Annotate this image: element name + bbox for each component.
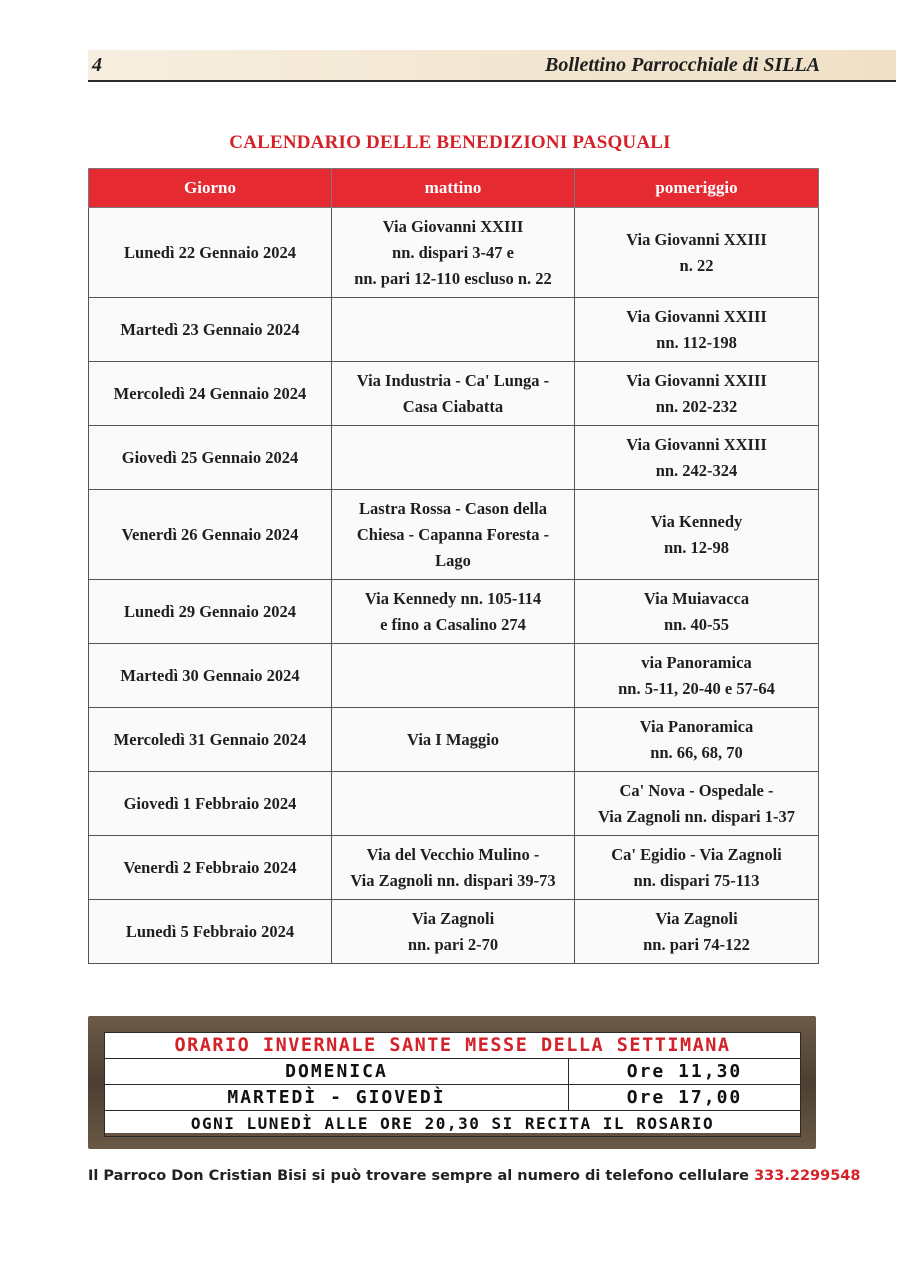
cell-line: Via Zagnoli nn. dispari 1-37 (598, 806, 795, 826)
cell-line: Via Panoramica (639, 716, 754, 736)
morning-cell (332, 490, 575, 580)
table-header-row (89, 169, 819, 208)
phone-number: 333.2299548 (754, 1168, 861, 1184)
afternoon-cell (575, 900, 819, 964)
day-cell: Venerdì 26 Gennaio 2024 (89, 490, 332, 580)
morning-cell (332, 298, 575, 362)
cell-line: Via Muiavacca (643, 588, 750, 608)
table-row (89, 708, 819, 772)
cell-line: Via Giovanni XXIII (626, 370, 767, 390)
cell-line: nn. pari 12-110 escluso n. 22 (354, 268, 552, 288)
afternoon-cell (575, 208, 819, 298)
cell-line: Via Zagnoli nn. dispari 39-73 (350, 870, 556, 890)
table-row (89, 836, 819, 900)
mass-row (105, 1059, 801, 1085)
cell-line: Via Giovanni XXIII (626, 306, 767, 326)
cell-line: Via Kennedy nn. 105-114 (364, 588, 542, 608)
afternoon-cell (575, 708, 819, 772)
cell-line: nn. dispari 3-47 e (392, 242, 514, 262)
cell-line: Lastra Rossa - Cason della (359, 498, 547, 518)
morning-cell (332, 580, 575, 644)
cell-line: Via Zagnoli (655, 908, 738, 928)
cell-line: via Panoramica (641, 652, 752, 672)
cell-line: Lago (435, 550, 471, 570)
mass-schedule-title: ORARIO INVERNALE SANTE MESSE DELLA SETTIMANA (105, 1033, 801, 1059)
mass-time: Ore 11,30 (569, 1059, 801, 1085)
blessings-calendar-table (88, 168, 819, 964)
cell-line: Casa Ciabatta (402, 396, 504, 416)
table-row (89, 298, 819, 362)
cell-line: nn. dispari 75-113 (633, 870, 760, 890)
day-cell: Giovedì 25 Gennaio 2024 (89, 426, 332, 490)
morning-cell (332, 426, 575, 490)
rosario-notice: OGNI LUNEDÌ ALLE ORE 20,30 SI RECITA IL ROSARIO (105, 1111, 801, 1137)
mass-schedule-table (104, 1032, 801, 1137)
cell-line: nn. 66, 68, 70 (650, 742, 743, 762)
table-row (89, 772, 819, 836)
cell-line: Via Kennedy (650, 511, 743, 531)
table-row (89, 580, 819, 644)
cell-line: Chiesa - Capanna Foresta - (356, 524, 550, 544)
afternoon-cell (575, 836, 819, 900)
cell-line: Via Zagnoli (411, 908, 495, 928)
cell-line: nn. pari 2-70 (407, 934, 499, 954)
cell-line: Via Industria - Ca' Lunga - (356, 370, 550, 390)
column-header-afternoon: pomeriggio (575, 169, 819, 208)
day-cell: Venerdì 2 Febbraio 2024 (89, 836, 332, 900)
page-number: 4 (92, 54, 102, 76)
cell-line: Via Giovanni XXIII (626, 229, 767, 249)
table-body (89, 208, 819, 964)
cell-line: Ca' Nova - Ospedale - (619, 780, 774, 800)
column-header-day: Giorno (89, 169, 332, 208)
footer-text: Il Parroco Don Cristian Bisi si può trovare sempre al numero di telefono cellulare (88, 1168, 750, 1184)
day-cell: Martedì 30 Gennaio 2024 (89, 644, 332, 708)
day-cell: Lunedì 22 Gennaio 2024 (89, 208, 332, 298)
cell-line: e fino a Casalino 274 (380, 614, 526, 634)
morning-cell (332, 644, 575, 708)
mass-time: Ore 17,00 (569, 1085, 801, 1111)
day-cell: Lunedì 5 Febbraio 2024 (89, 900, 332, 964)
morning-cell (332, 708, 575, 772)
table-row (89, 644, 819, 708)
day-cell: Giovedì 1 Febbraio 2024 (89, 772, 332, 836)
afternoon-cell (575, 644, 819, 708)
calendar-title: CALENDARIO DELLE BENEDIZIONI PASQUALI (229, 132, 671, 153)
table-row (89, 490, 819, 580)
cell-line: nn. 242-324 (655, 460, 738, 480)
cell-line: n. 22 (679, 255, 714, 275)
table-row (89, 426, 819, 490)
day-cell: Mercoledì 24 Gennaio 2024 (89, 362, 332, 426)
day-cell: Lunedì 29 Gennaio 2024 (89, 580, 332, 644)
column-header-morning: mattino (332, 169, 575, 208)
mass-schedule-panel (104, 1032, 800, 1133)
table-row (89, 900, 819, 964)
cell-line: nn. 12-98 (663, 537, 730, 557)
afternoon-cell (575, 772, 819, 836)
cell-line: Via Giovanni XXIII (626, 434, 767, 454)
cell-line: Via I Maggio (407, 729, 499, 749)
afternoon-cell (575, 490, 819, 580)
cell-line: nn. 5-11, 20-40 e 57-64 (618, 678, 775, 698)
cell-line: Ca' Egidio - Via Zagnoli (611, 844, 782, 864)
mass-day: MARTEDÌ - GIOVEDÌ (105, 1085, 569, 1111)
cell-line: nn. 202-232 (655, 396, 738, 416)
mass-schedule-frame (88, 1016, 816, 1149)
afternoon-cell (575, 426, 819, 490)
table-row (89, 208, 819, 298)
cell-line: nn. pari 74-122 (643, 934, 750, 954)
afternoon-cell (575, 298, 819, 362)
morning-cell (332, 900, 575, 964)
cell-line: nn. 112-198 (656, 332, 737, 352)
morning-cell (332, 772, 575, 836)
morning-cell (332, 836, 575, 900)
mass-day: DOMENICA (105, 1059, 569, 1085)
afternoon-cell (575, 362, 819, 426)
afternoon-cell (575, 580, 819, 644)
footer-contact (88, 1168, 861, 1184)
morning-cell (332, 208, 575, 298)
day-cell: Mercoledì 31 Gennaio 2024 (89, 708, 332, 772)
publication-title: Bollettino Parrocchiale di SILLA (544, 54, 820, 76)
day-cell: Martedì 23 Gennaio 2024 (89, 298, 332, 362)
morning-cell (332, 362, 575, 426)
table-row (89, 362, 819, 426)
page-header (88, 50, 896, 82)
cell-line: Via Giovanni XXIII (382, 216, 524, 236)
mass-row (105, 1085, 801, 1111)
cell-line: nn. 40-55 (663, 614, 730, 634)
cell-line: Via del Vecchio Mulino - (366, 844, 540, 864)
